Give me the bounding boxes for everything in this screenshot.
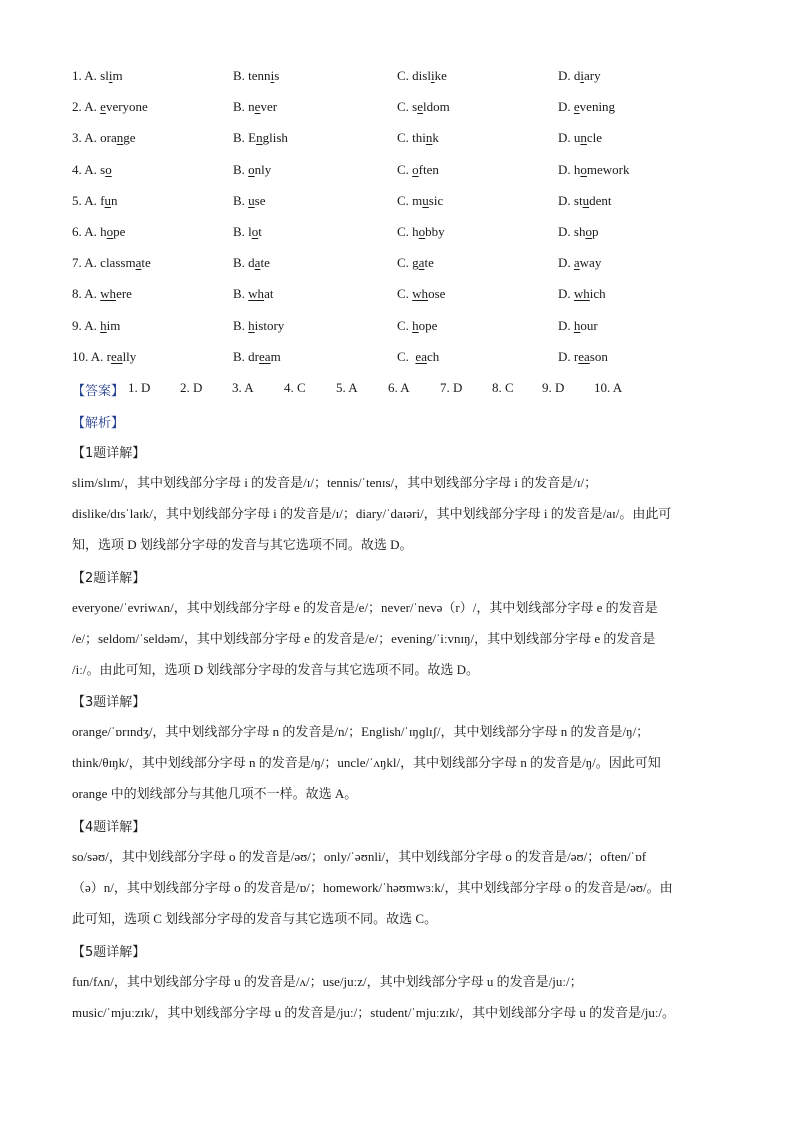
detail-paragraph bbox=[72, 467, 722, 560]
option-c bbox=[397, 162, 439, 178]
option-c bbox=[397, 99, 450, 115]
detail-line: orange 中的划线部分与其他几项不一样。故选 A。 bbox=[72, 786, 358, 801]
option-b bbox=[233, 68, 279, 84]
option-letter: C. bbox=[397, 286, 413, 302]
word-prefix: tenn bbox=[248, 68, 271, 83]
option-letter: 1. A. bbox=[72, 68, 101, 83]
word-prefix: classm bbox=[100, 255, 136, 271]
option-letter: C. bbox=[397, 224, 413, 239]
underlined-letters: a bbox=[254, 255, 261, 271]
option-a bbox=[72, 193, 118, 209]
word-suffix: pe bbox=[113, 224, 126, 239]
word-suffix: ke bbox=[434, 68, 447, 83]
option-b bbox=[233, 318, 284, 334]
word-suffix: te bbox=[260, 255, 270, 271]
word-prefix: u bbox=[573, 130, 581, 146]
option-letter: 6. A. bbox=[72, 224, 101, 239]
option-a bbox=[72, 162, 112, 178]
option-letter: B. bbox=[233, 317, 249, 333]
underlined-letters: u bbox=[582, 192, 590, 208]
word-prefix: s bbox=[100, 161, 106, 177]
option-d bbox=[558, 286, 606, 302]
option-b bbox=[233, 255, 270, 271]
word-suffix: lly bbox=[122, 348, 137, 364]
word-suffix: way bbox=[579, 255, 602, 271]
option-letter: C. bbox=[397, 130, 413, 146]
underlined-letters: u bbox=[248, 192, 255, 208]
answer-item: 9. D bbox=[542, 380, 565, 395]
option-d bbox=[558, 99, 615, 115]
option-letter: B. bbox=[233, 192, 249, 208]
underlined-letters: o bbox=[105, 161, 112, 177]
underlined-letters: ea bbox=[111, 348, 123, 364]
option-letter: C. bbox=[397, 192, 413, 208]
answer-item: 5. A bbox=[336, 380, 358, 395]
answer-item: 7. D bbox=[440, 380, 463, 395]
word-suffix: s bbox=[274, 68, 280, 83]
underlined-letters: i bbox=[108, 68, 113, 83]
word-prefix: st bbox=[573, 192, 583, 208]
word-suffix: m bbox=[112, 68, 123, 83]
option-d bbox=[558, 318, 598, 334]
underlined-letters: o bbox=[106, 224, 114, 239]
word-suffix: glish bbox=[262, 130, 288, 146]
detail-line: slim/slɪm/，其中划线部分字母 i 的发音是/ɪ/；tennis/ˈtenɪs/，其中划线部分字母 i 的发音是/ɪ/； bbox=[72, 475, 598, 490]
option-letter: D. bbox=[558, 286, 574, 302]
detail-line: /iː/。由此可知，选项 D 划线部分字母的发音与其它选项不同。故选 D。 bbox=[72, 662, 479, 677]
underlined-letters: ea bbox=[415, 348, 427, 364]
option-letter: 8. A. bbox=[72, 286, 101, 302]
answer-item: 6. A bbox=[388, 380, 410, 395]
underlined-letters: n bbox=[256, 130, 263, 146]
underlined-letters: wh bbox=[573, 286, 590, 302]
underlined-letters: ea bbox=[259, 348, 271, 364]
underlined-letters: i bbox=[580, 68, 585, 83]
option-letter: B. bbox=[233, 255, 249, 271]
word-suffix: ary bbox=[584, 68, 601, 83]
word-prefix: ora bbox=[100, 130, 117, 146]
word-suffix: at bbox=[264, 286, 274, 302]
detail-line: so/səʊ/，其中划线部分字母 o 的发音是/əʊ/；only/ˈəʊnli/，其中划线部分字母 o 的发音是/əʊ/；often/ˈɒf bbox=[72, 849, 647, 864]
option-letter: C. bbox=[397, 161, 413, 177]
question-row bbox=[72, 286, 732, 306]
word-prefix: sh bbox=[573, 224, 586, 239]
option-a bbox=[72, 286, 132, 302]
detail-line: everyone/ˈevriwʌn/，其中划线部分字母 e 的发音是/e/；never/ˈnevə（r）/，其中划线部分字母 e 的发音是 bbox=[72, 600, 658, 615]
option-c bbox=[397, 255, 434, 271]
analysis-label: 【解析】 bbox=[72, 416, 125, 431]
underlined-letters: h bbox=[573, 317, 581, 333]
word-suffix: p bbox=[591, 224, 599, 239]
option-letter: 5. A. bbox=[72, 192, 101, 208]
word-prefix: h bbox=[573, 161, 581, 177]
option-c bbox=[397, 130, 439, 146]
option-a bbox=[72, 68, 123, 84]
detail-line: /e/；seldom/ˈseldəm/，其中划线部分字母 e 的发音是/e/；evening/ˈiːvnɪŋ/，其中划线部分字母 e 的发音是 bbox=[72, 631, 656, 646]
word-suffix: dent bbox=[589, 192, 612, 208]
option-letter: 2. A. bbox=[72, 99, 101, 115]
detail-line: dislike/dɪsˈlaɪk/，其中划线部分字母 i 的发音是/ɪ/；diary/ˈdaɪəri/，其中划线部分字母 i 的发音是/aɪ/。由此可 bbox=[72, 506, 672, 521]
word-suffix: ldom bbox=[423, 99, 450, 115]
detail-line: 知，选项 D 划线部分字母的发音与其它选项不同。故选 D。 bbox=[72, 537, 413, 552]
question-row bbox=[72, 68, 732, 88]
option-letter: B. bbox=[233, 99, 249, 115]
question-row bbox=[72, 99, 732, 119]
detail-label: 【4题详解】 bbox=[72, 820, 146, 835]
word-suffix: ch bbox=[426, 348, 440, 364]
underlined-letters: e bbox=[417, 99, 424, 115]
word-suffix: te bbox=[141, 255, 151, 271]
word-suffix: ver bbox=[260, 99, 278, 115]
word-prefix: g bbox=[412, 255, 419, 271]
underlined-letters: o bbox=[418, 224, 426, 239]
word-suffix: ope bbox=[418, 317, 438, 333]
option-a bbox=[72, 224, 125, 240]
option-d bbox=[558, 162, 630, 178]
option-letter: D. bbox=[558, 99, 574, 115]
option-letter: 9. A. bbox=[72, 317, 101, 333]
word-prefix: f bbox=[100, 192, 105, 208]
detail-label: 【1题详解】 bbox=[72, 446, 146, 461]
answer-row bbox=[72, 380, 623, 399]
word-prefix: l bbox=[248, 224, 252, 239]
option-letter: D. bbox=[558, 68, 574, 83]
word-suffix: mework bbox=[586, 161, 630, 177]
detail-line: （ə）n/，其中划线部分字母 o 的发音是/ɒ/；homework/ˈhəʊmwɜːk/，其中划线部分字母 o 的发音是/əʊ/。由 bbox=[72, 880, 673, 895]
option-letter: D. bbox=[558, 348, 574, 364]
option-c bbox=[397, 68, 447, 84]
underlined-letters: ea bbox=[578, 348, 590, 364]
option-c bbox=[397, 286, 445, 302]
underlined-letters: wh bbox=[248, 286, 265, 302]
detail-label: 【5题详解】 bbox=[72, 945, 146, 960]
option-c bbox=[397, 318, 437, 334]
word-suffix: m bbox=[270, 348, 281, 364]
option-a bbox=[72, 130, 136, 146]
option-b bbox=[233, 349, 281, 365]
word-prefix: E bbox=[248, 130, 257, 146]
underlined-letters: o bbox=[251, 224, 259, 239]
option-b bbox=[233, 162, 271, 178]
question-row bbox=[72, 193, 732, 213]
word-suffix: cle bbox=[586, 130, 603, 146]
option-b bbox=[233, 130, 288, 146]
underlined-letters: h bbox=[248, 317, 255, 333]
question-row bbox=[72, 349, 732, 369]
detail-paragraph bbox=[72, 592, 722, 685]
option-a bbox=[72, 255, 151, 271]
answer-item: 3. A bbox=[232, 380, 254, 395]
option-letter: 10. A. bbox=[72, 348, 107, 364]
answer-item: 1. D bbox=[128, 380, 151, 395]
detail-label: 【3题详解】 bbox=[72, 695, 146, 710]
option-d bbox=[558, 193, 611, 209]
answer-item: 10. A bbox=[594, 380, 623, 395]
detail-label: 【2题详解】 bbox=[72, 571, 146, 586]
word-suffix: veryone bbox=[105, 99, 148, 115]
option-letter: B. bbox=[233, 224, 249, 239]
word-prefix: d bbox=[248, 255, 255, 271]
word-suffix: ge bbox=[123, 130, 136, 146]
detail-line: music/ˈmjuːzɪk/，其中划线部分字母 u 的发音是/juː/；student/ˈmjuːzɪk/，其中划线部分字母 u 的发音是/juː/。 bbox=[72, 1005, 676, 1020]
option-c bbox=[397, 193, 443, 209]
answer-item: 8. C bbox=[492, 380, 514, 395]
word-prefix: r bbox=[573, 348, 579, 364]
option-c bbox=[397, 224, 445, 240]
underlined-letters: h bbox=[100, 317, 107, 333]
underlined-letters: wh bbox=[412, 286, 429, 302]
underlined-letters: i bbox=[430, 68, 435, 83]
option-b bbox=[233, 224, 262, 240]
option-d bbox=[558, 255, 601, 271]
question-row bbox=[72, 224, 732, 244]
detail-paragraph bbox=[72, 966, 722, 1028]
answer-item: 4. C bbox=[284, 380, 306, 395]
option-letter: C. bbox=[397, 99, 413, 115]
word-suffix: im bbox=[106, 317, 121, 333]
detail-line: 此可知，选项 C 划线部分字母的发音与其它选项不同。故选 C。 bbox=[72, 911, 438, 926]
answer-label: 【答案】 bbox=[72, 384, 125, 399]
underlined-letters: e bbox=[254, 99, 261, 115]
underlined-letters: i bbox=[270, 68, 275, 83]
word-suffix: vening bbox=[579, 99, 616, 115]
detail-paragraph bbox=[72, 716, 722, 809]
answer-item: 2. D bbox=[180, 380, 203, 395]
word-prefix: thi bbox=[412, 130, 426, 146]
word-suffix: ich bbox=[589, 286, 606, 302]
option-letter: D. bbox=[558, 224, 574, 239]
option-d bbox=[558, 130, 602, 146]
question-row bbox=[72, 162, 732, 182]
word-prefix: dr bbox=[248, 348, 260, 364]
underlined-letters: u bbox=[104, 192, 112, 208]
detail-line: fun/fʌn/，其中划线部分字母 u 的发音是/ʌ/；use/juːz/，其中划线部分字母 u 的发音是/juː/； bbox=[72, 974, 583, 989]
underlined-letters: o bbox=[585, 224, 592, 239]
question-row bbox=[72, 255, 732, 275]
option-letter: B. bbox=[233, 161, 249, 177]
option-b bbox=[233, 286, 273, 302]
underlined-letters: o bbox=[412, 161, 419, 177]
option-d bbox=[558, 68, 601, 84]
option-a bbox=[72, 318, 120, 334]
word-suffix: n bbox=[111, 192, 118, 208]
word-prefix: n bbox=[248, 99, 255, 115]
option-letter: D. bbox=[558, 255, 574, 271]
option-b bbox=[233, 193, 266, 209]
word-prefix: s bbox=[412, 99, 418, 115]
detail-line: think/θɪŋk/，其中划线部分字母 n 的发音是/ŋ/；uncle/ˈʌŋkl/，其中划线部分字母 n 的发音是/ŋ/。因此可知 bbox=[72, 755, 661, 770]
word-suffix: ose bbox=[428, 286, 446, 302]
underlined-letters: a bbox=[135, 255, 142, 271]
underlined-letters: a bbox=[573, 255, 580, 271]
option-letter: D. bbox=[558, 130, 574, 146]
option-c bbox=[397, 349, 439, 365]
word-prefix: sl bbox=[100, 68, 109, 83]
option-a bbox=[72, 349, 136, 365]
option-letter: D. bbox=[558, 192, 574, 208]
underlined-letters: o bbox=[248, 161, 255, 177]
word-suffix: nly bbox=[254, 161, 272, 177]
word-suffix: son bbox=[589, 348, 608, 364]
word-suffix: se bbox=[254, 192, 266, 208]
word-suffix: ere bbox=[116, 286, 132, 302]
underlined-letters: n bbox=[580, 130, 587, 146]
option-letter: C. bbox=[397, 68, 413, 83]
detail-paragraph bbox=[72, 841, 722, 934]
option-letter: B. bbox=[233, 130, 249, 146]
option-a bbox=[72, 99, 148, 115]
option-letter: B. bbox=[233, 68, 249, 83]
question-row bbox=[72, 318, 732, 338]
option-d bbox=[558, 349, 608, 365]
word-suffix: ften bbox=[418, 161, 439, 177]
word-prefix: h bbox=[100, 224, 107, 239]
word-suffix: t bbox=[258, 224, 262, 239]
option-letter: B. bbox=[233, 286, 249, 302]
option-b bbox=[233, 99, 277, 115]
detail-line: orange/ˈɒrɪndʒ/，其中划线部分字母 n 的发音是/n/；English/ˈɪŋɡlɪʃ/，其中划线部分字母 n 的发音是/ŋ/； bbox=[72, 724, 650, 739]
option-letter: C. bbox=[397, 348, 413, 364]
word-prefix: h bbox=[412, 224, 419, 239]
option-letter: D. bbox=[558, 161, 574, 177]
word-suffix: te bbox=[424, 255, 434, 271]
underlined-letters: u bbox=[422, 192, 429, 208]
underlined-letters: e bbox=[573, 99, 580, 115]
underlined-letters: h bbox=[412, 317, 419, 333]
underlined-letters: n bbox=[425, 130, 433, 146]
word-prefix: d bbox=[573, 68, 581, 83]
option-letter: C. bbox=[397, 317, 413, 333]
word-prefix: m bbox=[412, 192, 423, 208]
word-suffix: our bbox=[580, 317, 598, 333]
option-letter: D. bbox=[558, 317, 574, 333]
option-letter: C. bbox=[397, 255, 413, 271]
option-d bbox=[558, 224, 598, 240]
underlined-letters: e bbox=[100, 99, 106, 115]
option-letter: 7. A. bbox=[72, 255, 101, 271]
word-prefix: disl bbox=[412, 68, 431, 83]
option-letter: B. bbox=[233, 348, 249, 364]
question-row bbox=[72, 130, 732, 150]
underlined-letters: n bbox=[116, 130, 124, 146]
underlined-letters: a bbox=[418, 255, 425, 271]
underlined-letters: wh bbox=[100, 286, 117, 302]
word-prefix: r bbox=[106, 348, 112, 364]
word-suffix: k bbox=[432, 130, 439, 146]
word-suffix: istory bbox=[254, 317, 285, 333]
option-letter: 3. A. bbox=[72, 130, 101, 146]
option-letter: 4. A. bbox=[72, 161, 101, 177]
word-suffix: sic bbox=[428, 192, 444, 208]
underlined-letters: o bbox=[580, 161, 587, 177]
word-suffix: bby bbox=[425, 224, 445, 239]
